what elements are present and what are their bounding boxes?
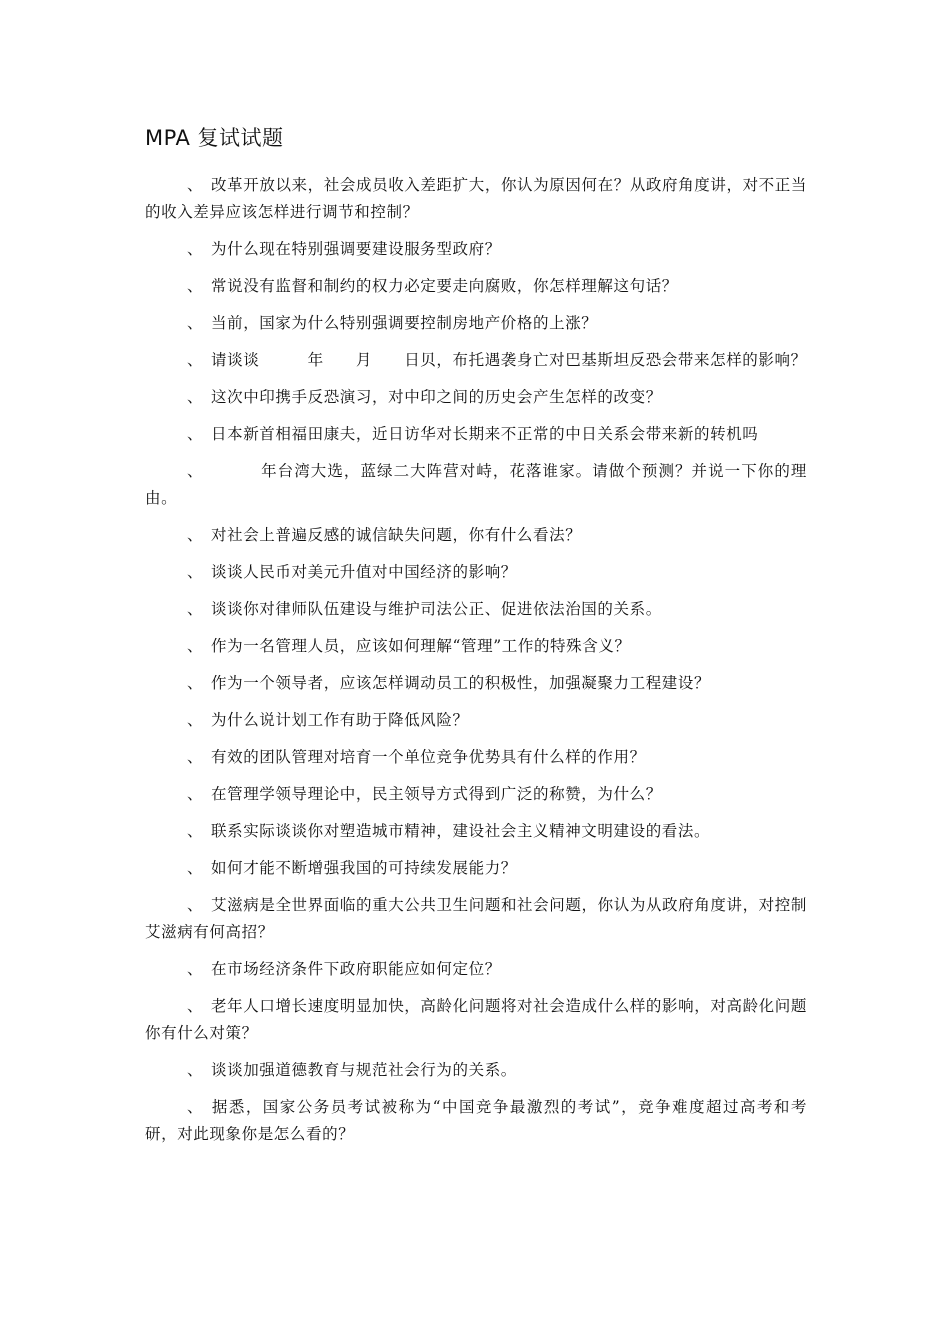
question-text: 谈谈你对律师队伍建设与维护司法公正、促进依法治国的关系。 [211, 600, 662, 618]
question-marker: 、 [187, 240, 204, 258]
question-item [145, 522, 807, 549]
question-text: 艾滋病是全世界面临的重大公共卫生问题和社会问题，你认为从政府角度讲，对控制艾滋病有何高招？ [145, 896, 807, 941]
question-item [145, 633, 807, 660]
question-item [145, 670, 807, 697]
question-list [145, 172, 807, 1158]
question-item [145, 707, 807, 734]
question-marker: 、 [187, 637, 204, 655]
question-text: 作为一名管理人员，应该如何理解“管理”工作的特殊含义？ [211, 637, 631, 655]
question-text: 年台湾大选，蓝绿二大阵营对峙，花落谁家。请做个预测？并说一下你的理由。 [145, 462, 807, 507]
question-text: 为什么现在特别强调要建设服务型政府？ [211, 240, 501, 258]
question-marker: 、 [187, 526, 204, 544]
question-text: 联系实际谈谈你对塑造城市精神，建设社会主义精神文明建设的看法。 [211, 822, 711, 840]
question-item [145, 993, 807, 1047]
question-marker: 、 [187, 748, 204, 766]
question-item [145, 855, 807, 882]
question-text: 日本新首相福田康夫，近日访华对长期来不正常的中日关系会带来新的转机吗 [211, 425, 759, 443]
question-marker: 、 [187, 822, 204, 840]
question-marker: 、 [187, 425, 204, 443]
question-text: 谈谈人民币对美元升值对中国经济的影响？ [211, 563, 517, 581]
question-marker: 、 [187, 351, 204, 369]
question-item [145, 596, 807, 623]
question-item [145, 458, 807, 512]
question-marker: 、 [187, 388, 204, 406]
question-marker: 、 [187, 1098, 204, 1116]
question-item [145, 384, 807, 411]
question-marker: 、 [187, 859, 204, 877]
question-text: 作为一个领导者，应该怎样调动员工的积极性，加强凝聚力工程建设？ [211, 674, 711, 692]
question-text: 这次中印携手反恐演习，对中印之间的历史会产生怎样的改变？ [211, 388, 662, 406]
question-marker: 、 [187, 960, 204, 978]
question-marker: 、 [187, 176, 204, 194]
question-item [145, 1094, 807, 1148]
question-marker: 、 [187, 674, 204, 692]
question-text: 如何才能不断增强我国的可持续发展能力？ [211, 859, 517, 877]
question-item [145, 347, 807, 374]
question-marker: 、 [187, 314, 204, 332]
question-item [145, 956, 807, 983]
question-item [145, 172, 807, 226]
question-text: 谈谈加强道德教育与规范社会行为的关系。 [211, 1061, 517, 1079]
question-item [145, 559, 807, 586]
question-item [145, 273, 807, 300]
question-marker: 、 [187, 277, 204, 295]
document-title: MPA 复试试题 [145, 126, 284, 150]
question-text: 有效的团队管理对培育一个单位竞争优势具有什么样的作用？ [211, 748, 646, 766]
question-marker: 、 [187, 563, 204, 581]
question-marker: 、 [187, 462, 204, 480]
question-item [145, 310, 807, 337]
question-item [145, 892, 807, 946]
question-text: 据悉，国家公务员考试被称为“中国竞争最激烈的考试”，竞争难度超过高考和考研，对此现象你是怎么看的？ [145, 1098, 807, 1143]
question-marker: 、 [187, 1061, 204, 1079]
question-text: 请谈谈 年 月 日贝，布托遇袭身亡对巴基斯坦反恐会带来怎样的影响？ [211, 351, 807, 369]
question-item [145, 781, 807, 808]
question-marker: 、 [187, 785, 204, 803]
question-item [145, 236, 807, 263]
question-text: 对社会上普遍反感的诚信缺失问题，你有什么看法？ [211, 526, 582, 544]
question-marker: 、 [187, 997, 204, 1015]
question-item [145, 818, 807, 845]
question-text: 在市场经济条件下政府职能应如何定位？ [211, 960, 501, 978]
question-item [145, 1057, 807, 1084]
question-text: 为什么说计划工作有助于降低风险？ [211, 711, 469, 729]
question-text: 老年人口增长速度明显加快，高龄化问题将对社会造成什么样的影响，对高龄化问题你有什么对策？ [145, 997, 807, 1042]
question-item [145, 421, 807, 448]
question-marker: 、 [187, 600, 204, 618]
question-marker: 、 [187, 896, 204, 914]
question-text: 在管理学领导理论中，民主领导方式得到广泛的称赞，为什么？ [211, 785, 662, 803]
question-text: 当前，国家为什么特别强调要控制房地产价格的上涨？ [211, 314, 598, 332]
question-marker: 、 [187, 711, 204, 729]
question-text: 改革开放以来，社会成员收入差距扩大，你认为原因何在？从政府角度讲，对不正当的收入差异应该怎样进行调节和控制？ [145, 176, 807, 221]
question-item [145, 744, 807, 771]
question-text: 常说没有监督和制约的权力必定要走向腐败，你怎样理解这句话？ [211, 277, 678, 295]
